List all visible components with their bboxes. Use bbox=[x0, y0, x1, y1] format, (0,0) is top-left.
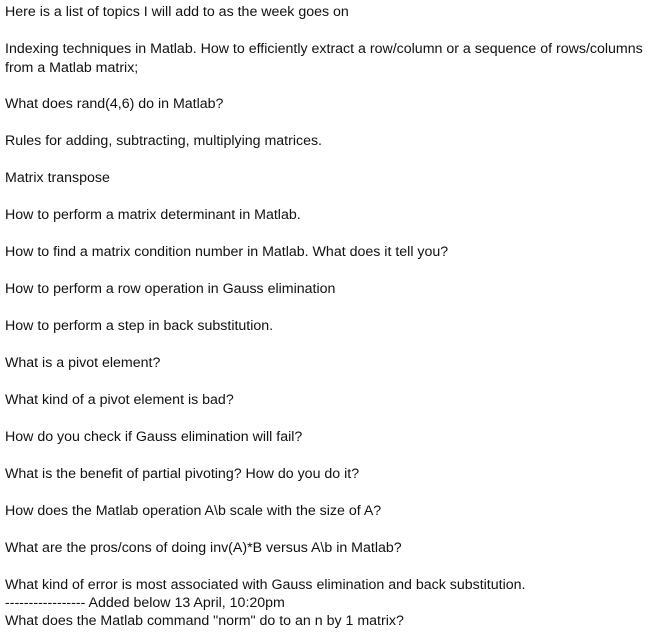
intro-text: Here is a list of topics I will add to as the week goes on bbox=[5, 4, 349, 20]
topic-bad-pivot: What kind of a pivot element is bad? bbox=[5, 392, 234, 408]
topic-norm: What does the Matlab command "norm" do to an n by 1 matrix? bbox=[5, 613, 404, 629]
topic-transpose: Matrix transpose bbox=[5, 170, 110, 186]
topic-rand: What does rand(4,6) do in Matlab? bbox=[5, 96, 224, 112]
topic-indexing: Indexing techniques in Matlab. How to efficiently extract a row/column or a sequence of rows/columns from a Matlab matrix; bbox=[5, 41, 643, 76]
topic-determinant: How to perform a matrix determinant in Matlab. bbox=[5, 207, 301, 223]
topic-error-type: What kind of error is most associated with Gauss elimination and back substitution. bbox=[5, 577, 526, 593]
added-separator: ----------------- Added below 13 April, 10:20pm bbox=[5, 595, 285, 611]
topic-inv-vs-backslash: What are the pros/cons of doing inv(A)*B versus A\b in Matlab? bbox=[5, 540, 402, 556]
topic-backslash-scaling: How does the Matlab operation A\b scale with the size of A? bbox=[5, 503, 382, 519]
topic-matrix-rules: Rules for adding, subtracting, multiplying matrices. bbox=[5, 133, 322, 149]
topic-partial-pivoting: What is the benefit of partial pivoting? How do you do it? bbox=[5, 466, 360, 482]
topic-gauss-fail: How do you check if Gauss elimination will fail? bbox=[5, 429, 303, 445]
topic-condition-number: How to find a matrix condition number in Matlab. What does it tell you? bbox=[5, 244, 449, 260]
topic-pivot-element: What is a pivot element? bbox=[5, 355, 161, 371]
topic-back-substitution: How to perform a step in back substitution. bbox=[5, 318, 274, 334]
topic-row-operation: How to perform a row operation in Gauss elimination bbox=[5, 281, 336, 297]
